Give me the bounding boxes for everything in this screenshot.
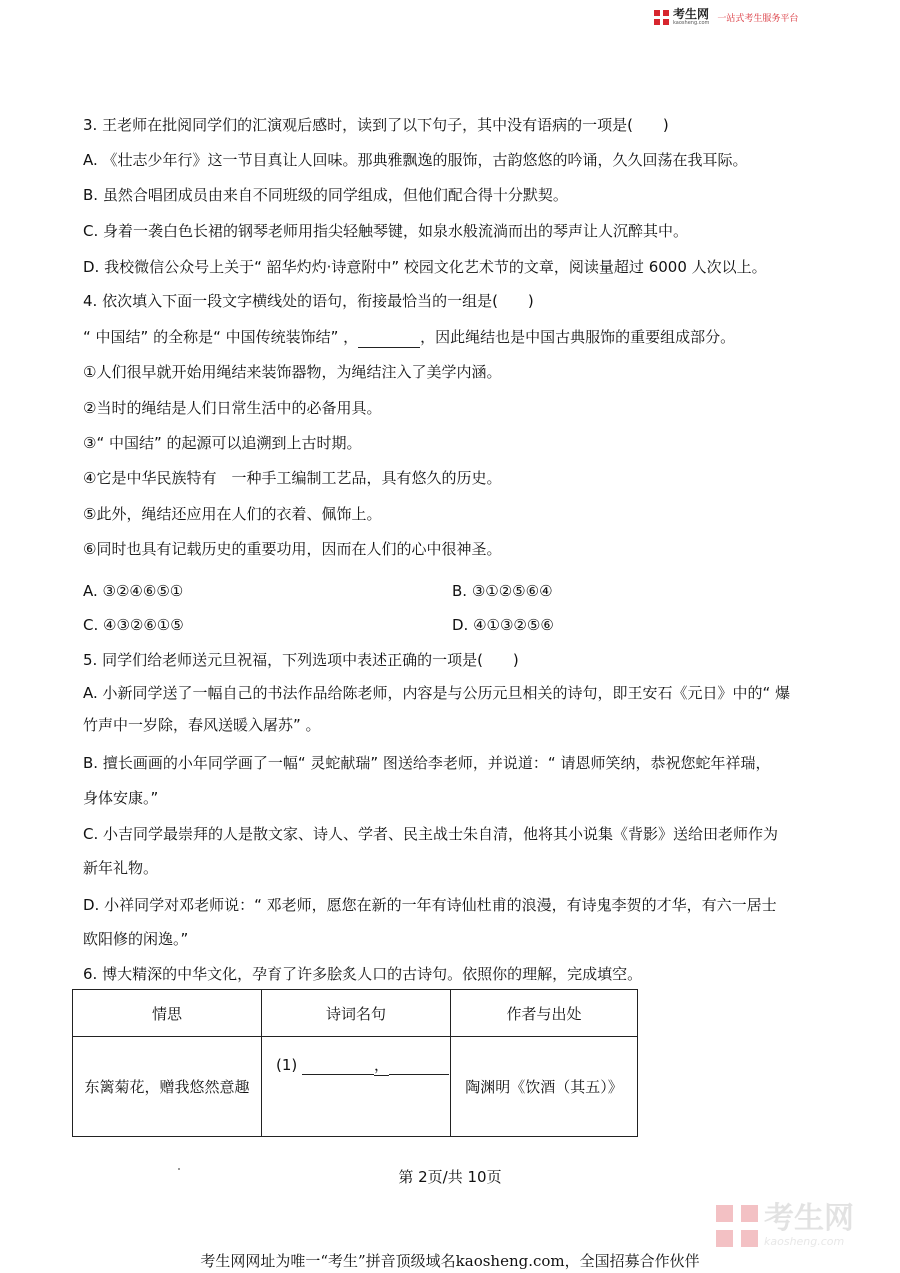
q4-sentence-2: ②当时的绳结是人们日常生活中的必备用具。 [83,399,382,417]
q5-option-d: D. 小祥同学对邓老师说：“ 邓老师，愿您在新的一年有诗仙杜甫的浪漫，有诗鬼李贺的才华，有六一居士 [83,896,777,914]
q3-option-a: A. 《壮志少年行》这一节目真让人回味。那典雅飘逸的服饰，古韵悠悠的吟诵，久久回荡在我耳际。 [83,151,748,169]
verse-blank-2[interactable] [389,1056,449,1075]
logo-domain: kaosheng.com [673,20,710,26]
q5-option-c: C. 小吉同学最崇拜的人是散文家、诗人、学者、民主战士朱自清，他将其小说集《背影》送给田老师作为 [83,825,779,843]
q5-stem: 5. 同学们给老师送元旦祝福，下列选项中表述正确的一项是( ) [83,651,519,669]
q4-passage [83,327,735,348]
q4-passage-before: “ 中国结” 的全称是“ 中国传统装饰结” ， [83,328,359,346]
header-emotion: 情思 [73,990,262,1037]
q4-passage-after: ，因此绳结也是中国古典服饰的重要组成部分。 [420,328,736,346]
q4-sentence-4: ④它是中华民族特有 一种手工编制工艺品，具有悠久的历史。 [83,469,502,487]
cell-verse [262,1037,451,1137]
header-source: 作者与出处 [451,990,638,1037]
logo-slogan: 一站式考生服务平台 [717,13,799,24]
q4-sentence-3: ③“ 中国结” 的起源可以追溯到上古时期。 [83,434,362,452]
q3-stem: 3. 王老师在批阅同学们的汇演观后感时，读到了以下句子，其中没有语病的一项是( ) [83,116,669,134]
q3-option-b: B. 虽然合唱团成员由来自不同班级的同学组成，但他们配合得十分默契。 [83,186,568,204]
table-header-row [73,990,638,1037]
q5-option-a-cont: 竹声中一岁除，春风送暖入屠苏” 。 [83,716,321,734]
blank-label: (1) [276,1056,298,1074]
footer-text: 考生网网址为唯一“考生”拼音顶级域名kaosheng.com，全国招募合作伙伴 [200,1252,700,1270]
watermark-logo-icon [716,1205,758,1247]
site-logo [654,6,798,28]
q5-option-b-cont: 身体安康。” [83,789,159,807]
logo-name: 考生网 [673,7,710,21]
poem-table [72,989,638,1137]
logo-icon [654,10,669,25]
table-row [73,1037,638,1137]
q6-stem: 6. 博大精深的中华文化，孕育了许多脍炙人口的古诗句。依照你的理解，完成填空。 [83,965,643,983]
verse-blank-1[interactable] [302,1056,374,1075]
q4-sentence-6: ⑥同时也具有记载历史的重要功用，因而在人们的心中很神圣。 [83,540,502,558]
verse-blank-sep: ， [374,1056,390,1074]
cell-emotion: 东篱菊花，赠我悠然意趣 [73,1037,262,1137]
q4-option-b: B. ③①②⑤⑥④ [452,582,553,600]
q4-option-a: A. ③②④⑥⑤① [83,582,184,600]
watermark [716,1203,854,1248]
cell-source: 陶渊明《饮酒（其五）》 [451,1037,638,1137]
watermark-name: 考生网 [764,1201,854,1236]
q5-option-a: A. 小新同学送了一幅自己的书法作品给陈老师，内容是与公历元旦相关的诗句，即王安石《元日》中的“ 爆 [83,684,791,702]
header-verse: 诗词名句 [262,990,451,1037]
q5-option-c-cont: 新年礼物。 [83,859,159,877]
q4-stem: 4. 依次填入下面一段文字横线处的语句，衔接最恰当的一组是( ) [83,292,534,310]
q4-option-d: D. ④①③②⑤⑥ [452,616,554,634]
page-number: 第 2页/共 10页 [398,1168,502,1186]
q4-sentence-1: ①人们很早就开始用绳结来装饰器物，为绳结注入了美学内涵。 [83,363,502,381]
q5-option-b: B. 擅长画画的小年同学画了一幅“ 灵蛇献瑞” 图送给李老师，并说道：“ 请恩师笑纳，恭祝您蛇年祥瑞， [83,754,771,772]
q4-sentence-5: ⑤此外，绳结还应用在人们的衣着、佩饰上。 [83,505,382,523]
q5-option-d-cont: 欧阳修的闲逸。” [83,930,189,948]
q3-option-c: C. 身着一袭白色长裙的钢琴老师用指尖轻触琴键，如泉水般流淌而出的琴声让人沉醉其中。 [83,222,689,240]
q4-passage-blank [358,327,420,348]
q3-option-d: D. 我校微信公众号上关于“ 韶华灼灼·诗意附中” 校园文化艺术节的文章，阅读量超过 6000 人次以上。 [83,258,767,276]
q4-option-c: C. ④③②⑥①⑤ [83,616,184,634]
watermark-domain: kaosheng.com [764,1235,845,1248]
